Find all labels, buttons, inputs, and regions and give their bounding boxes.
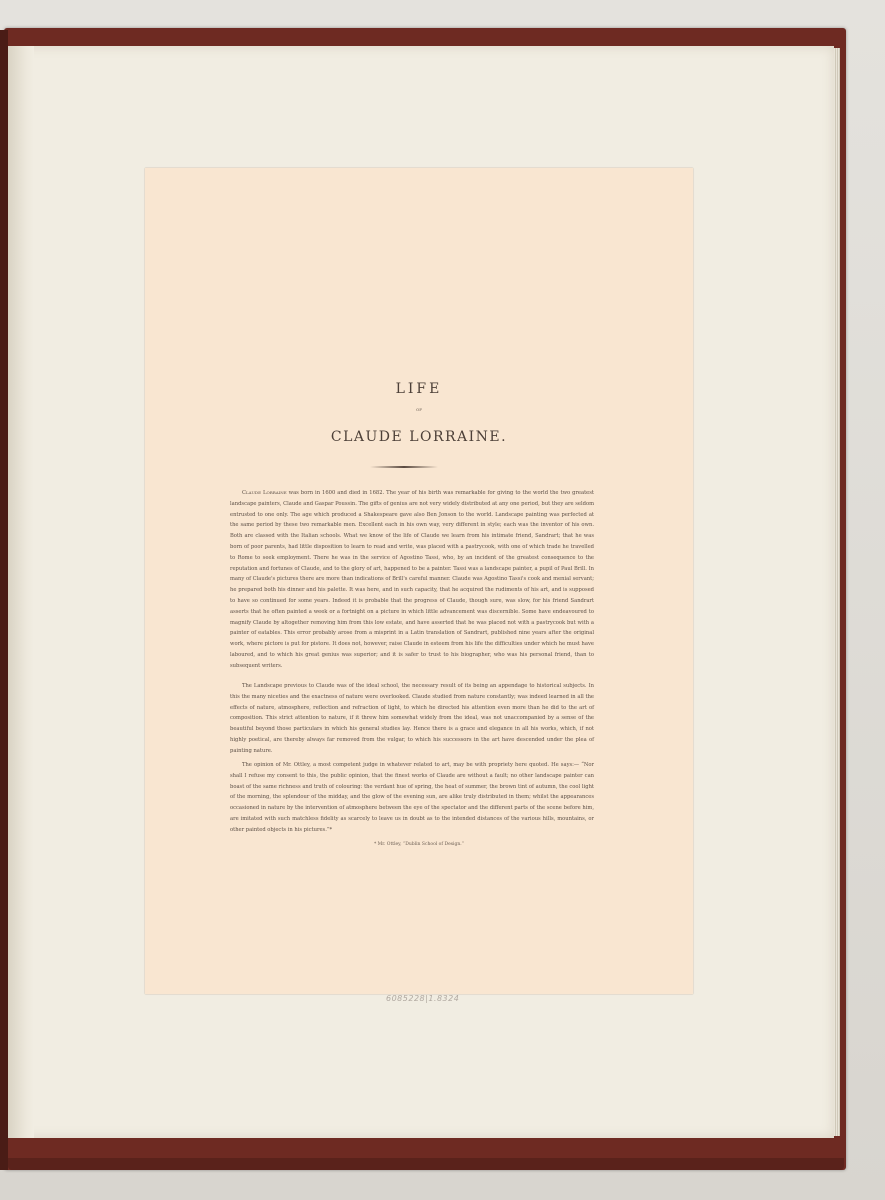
- document-title: LIFE: [395, 381, 443, 397]
- lead-name: Claude Lorraine: [242, 490, 287, 496]
- page-gutter: [8, 46, 34, 1138]
- footnote: * Mr. Ottley, “Dublin School of Design.”: [373, 842, 465, 847]
- title-connector: OF: [415, 407, 423, 412]
- spine-edge: [0, 30, 8, 1170]
- cover-bottom-edge: [8, 1158, 844, 1170]
- paragraph-1: [230, 488, 594, 672]
- paragraph-2: The Landscape previous to Claude was of the ideal school, the necessary result of its being an appendage to historical subjects. In this the many niceties and the exactness of nature were overlooked. Claude studied from nature constantly; was indeed learned in all the effects of nature, atmosphere, reflection and refraction of light, to which he directed his attention even more than he did to the art of composition. This strict attention to nature, if it threw him somewhat widely from the ideal, was not unaccompanied by a sense of the beautiful beyond those particulars in which his general studies lay. Hence there is a grace and elegance in all his works, which, if not highly poetical, are thereby always far removed from the vulgar, to which his successors in the art have descended under the plea of painting nature.: [230, 683, 594, 754]
- shelfmark-stamp: 6085228|1.8324: [386, 994, 460, 1003]
- mounted-text-sheet: [145, 168, 693, 994]
- paragraph-1-text: was born in 1600 and died in 1682. The year of his birth was remarkable for giving to the world the two greatest landscape painters, Claude and Gaspar Poussin. The gifts of genius are not very widely distributed at any one period, but they are seldom entrusted to one only. The age which produced a Shakespeare gave also Ben Jonson to the world. Landscape painting was perfected at the same period by these two remarkable men. Excellent each in his own way, very different in style; each was the inventor of his own. Both are classed with the Italian schools. What we know of the life of Claude we learn from his intimate friend, Sandrart; that he was born of poor parents, had little disposition to learn to read and write, was placed with a pastrycook, with one of which trade he travelled to Rome to seek employment. There he was in the service of Agostino Tassi, who, by an incident of the greatest consequence to the reputation and fortunes of Claude, and to the glory of art, happened to be a painter. Tassi was a landscape painter, a pupil of Paul Brill. In many of Claude's pictures there are more than indications of Brill's careful manner. Claude was Agostino Tassi's cook and menial servant; he prepared both his dinner and his palette. It was here, and in such capacity, that he acquired the rudiments of his art, and is supposed to have so continued for some years. Indeed it is probable that the progress of Claude, though sure, was slow, for his friend Sandrart asserts that he often painted a week or a fortnight on a picture in which little advancement was discernible. Some have endeavoured to magnify Claude by altogether removing him from this low estate, and have asserted that he was placed not with a pastrycook but with a painter of eatables. This error probably arose from a misprint in a Latin translation of Sandrart, published nine years after the original work, where pictore is put for pistore. It does not, however, raise Claude in esteem from his life the difficulties under which he must have laboured, and to which his great genius was superior; and it is safer to trust to his biographer, who was his personal friend, than to subsequent writers.: [230, 490, 594, 669]
- page-block-edge: [834, 48, 840, 1136]
- document-subject: CLAUDE LORRAINE.: [330, 429, 508, 445]
- paragraph-3: The opinion of Mr. Ottley, a most competent judge in whatever related to art, may be with propriety here quoted. He says:— “Nor shall I refuse my consent to this, the public opinion, that the finest works of Claude are without a fault; no other landscape painter can boast of the same richness and truth of colouring: the verdant hue of spring, the heat of summer, the brown tint of autumn, the cool light of the morning, the splendour of the midday, and the glow of the evening sun, are alike truly distributed in them; whilst the appearances occasioned in nature by the intervention of atmosphere between the eye of the spectator and the different parts of the scene before him, are imitated with such matchless fidelity as scarcely to leave us in doubt as to the intended distances of the various hills, mountains, or other painted objects in his pictures.”*: [230, 762, 594, 833]
- title-rule: [370, 466, 438, 468]
